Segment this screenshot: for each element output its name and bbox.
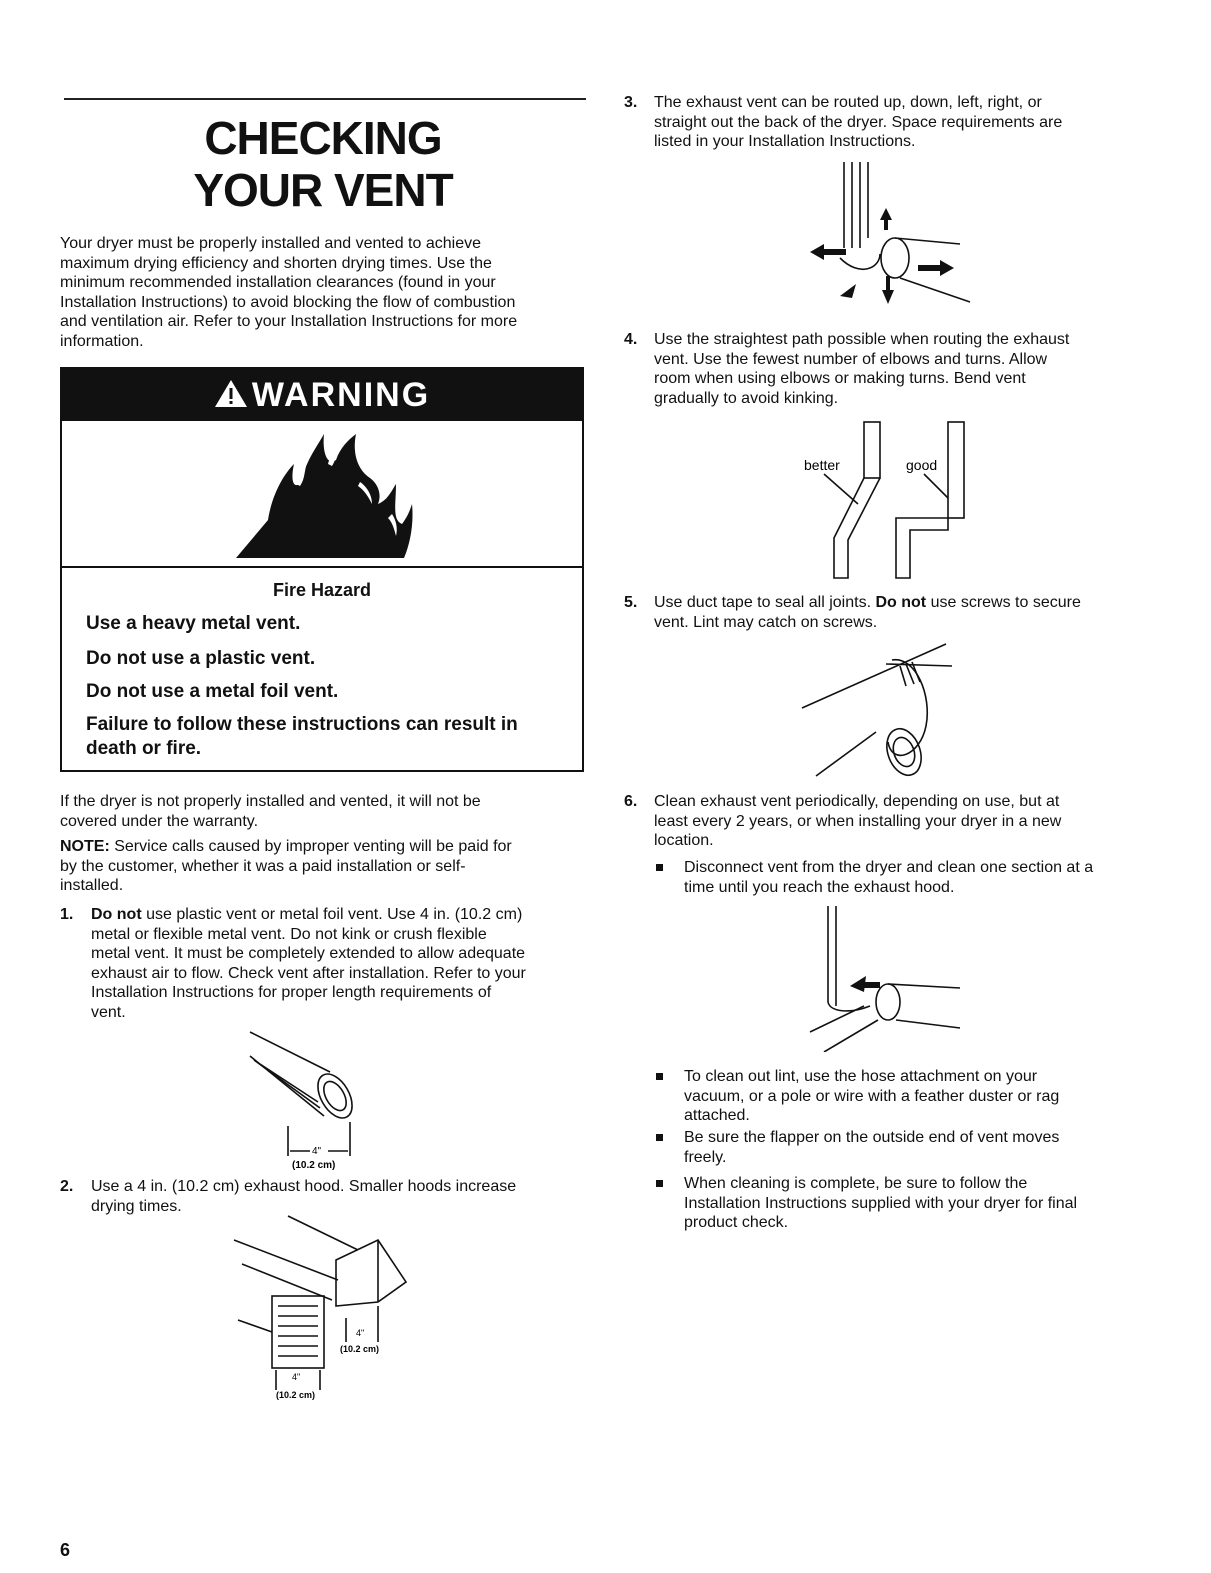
duct-tape-figure [796,636,966,791]
step1-lead: Do not [91,906,142,923]
bullet-icon [656,1073,663,1080]
arrow-up-icon [880,208,892,230]
louver-grille-icon [278,1306,318,1356]
step5-text: Use duct tape to seal all joints. [654,594,872,611]
step5-bold: Do not [875,594,927,611]
bullet-line: product check. [684,1214,789,1232]
fig-dim-cm-label: (10.2 cm) [292,1160,336,1171]
bullet-line: When cleaning is complete, be sure to follow the [684,1175,1028,1192]
step-5 [624,593,1164,632]
note-label: NOTE: [60,838,110,855]
arrow-icon [850,976,880,992]
metal-vent-figure [240,1026,380,1176]
note-line: Service calls caused by improper venting will be paid for [114,838,512,855]
warranty-paragraph [60,792,590,831]
fig-dim-cm-label: (10.2 cm) [340,1344,380,1354]
warranty-line: covered under the warranty. [60,812,259,830]
step6-line: Clean exhaust vent periodically, depending on use, but at [654,793,1060,810]
intro-line: Installation Instructions) to avoid blocking the flow of combustion [60,293,516,311]
page-title-line1: CHECKING [204,112,442,164]
warning-divider [62,566,582,568]
warning-triangle-icon [214,371,248,423]
hazard-title: Fire Hazard [272,580,372,600]
fig-better-label: better [804,457,840,473]
step4-line: Use the straightest path possible when routing the exhaust [654,331,1070,348]
step5-text: use screws to secure [930,594,1081,611]
intro-line: information. [60,332,144,350]
disconnect-vent-figure [800,902,970,1057]
step6-bullet-4 [684,1174,1164,1233]
fig-dim-cm-label: (10.2 cm) [276,1390,316,1400]
bullet-line: Installation Instructions supplied with your dryer for final [684,1194,1078,1212]
step3-line: The exhaust vent can be routed up, down, left, right, or [654,94,1042,111]
step1-line: metal vent. It must be completely extended to allow adequate [91,945,526,963]
warranty-line: If the dryer is not properly installed and vented, it will not be [60,793,481,810]
step-number: 3. [624,94,638,111]
step4-line: vent. Use the fewest number of elbows and turns. Allow [654,350,1048,368]
intro-line: maximum drying efficiency and shorten drying times. Use the [60,254,492,272]
page-title-line2: YOUR VENT [193,164,453,216]
step-6 [624,792,1164,851]
warning-line: Failure to follow these instructions can result in [86,714,518,735]
fig-good-label: good [906,457,938,473]
bullet-line: Disconnect vent from the dryer and clean one section at a [684,859,1094,876]
bullet-line: time until you reach the exhaust hood. [684,878,955,896]
step1-line: exhaust air to flow. Check vent after installation. Refer to your [91,964,526,982]
bend-comparison-figure [790,418,990,593]
step4-line: gradually to avoid kinking. [654,389,839,407]
step5-line: vent. Lint may catch on screws. [654,613,878,631]
bullet-line: vacuum, or a pole or wire with a feather duster or rag [684,1087,1060,1105]
bullet-icon [656,1180,663,1187]
bullet-line: Be sure the flapper on the outside end of vent moves [684,1129,1060,1146]
warning-line: Do not use a metal foil vent. [86,681,339,702]
bullet-icon [656,1134,663,1141]
warning-line: death or fire. [86,738,202,759]
fig-dim-label: 4" [292,1372,301,1382]
fig-dim-label: 4" [356,1328,365,1338]
step-number: 5. [624,594,638,611]
step2-line: Use a 4 in. (10.2 cm) exhaust hood. Smaller hoods increase [91,1178,517,1195]
arrow-right-icon [918,260,954,276]
step6-line: location. [654,832,714,850]
step6-bullet-1 [684,858,1164,897]
warning-line: Use a heavy metal vent. [86,613,301,634]
step-number: 1. [60,906,74,923]
note-paragraph [60,837,590,896]
step2-line: drying times. [91,1197,182,1215]
intro-line: minimum recommended installation clearances (found in your [60,274,496,292]
intro-line: and ventilation air. Refer to your Installation Instructions for more [60,313,518,331]
bullet-line: attached. [684,1107,750,1125]
step6-bullet-2 [684,1067,1164,1126]
arrow-down-icon [882,276,894,304]
step-number: 6. [624,793,638,810]
intro-paragraph [60,234,590,352]
note-line: by the customer, whether it was a paid installation or self- [60,857,466,875]
step1-line: use plastic vent or metal foil vent. Use 4 in. (10.2 cm) [146,906,523,923]
note-line: installed. [60,877,124,895]
step-3 [624,93,1164,152]
step-4 [624,330,1164,408]
arrow-diagonal-icon [840,284,856,298]
step3-line: straight out the back of the dryer. Space requirements are [654,113,1063,131]
step1-line: Installation Instructions for proper length requirements of [91,984,492,1002]
step1-line: metal or flexible metal vent. Do not kink or crush flexible [91,925,487,943]
warning-line: Do not use a plastic vent. [86,648,316,669]
bullet-icon [656,864,663,871]
step6-bullet-3 [684,1128,1164,1167]
warning-header-text: WARNING [251,376,431,414]
top-rule [64,98,586,100]
step-1 [60,905,590,1023]
step1-line: vent. [91,1003,126,1021]
bullet-line: To clean out lint, use the hose attachment on your [684,1068,1038,1085]
step-number: 4. [624,331,638,348]
step3-line: listed in your Installation Instructions. [654,133,916,151]
fig-dim-label: 4" [312,1146,322,1157]
intro-line: Your dryer must be properly installed and vented to achieve [60,235,481,252]
step-number: 2. [60,1178,74,1195]
step4-line: room when using elbows or making turns. Bend vent [654,370,1026,388]
vent-routing-figure [800,158,980,313]
step6-line: least every 2 years, or when installing your dryer in a new [654,812,1062,830]
bullet-line: freely. [684,1148,727,1166]
warning-header [62,369,582,421]
page-number: 6 [60,1540,71,1560]
fire-icon [232,424,422,569]
exhaust-hood-figure [228,1210,418,1410]
